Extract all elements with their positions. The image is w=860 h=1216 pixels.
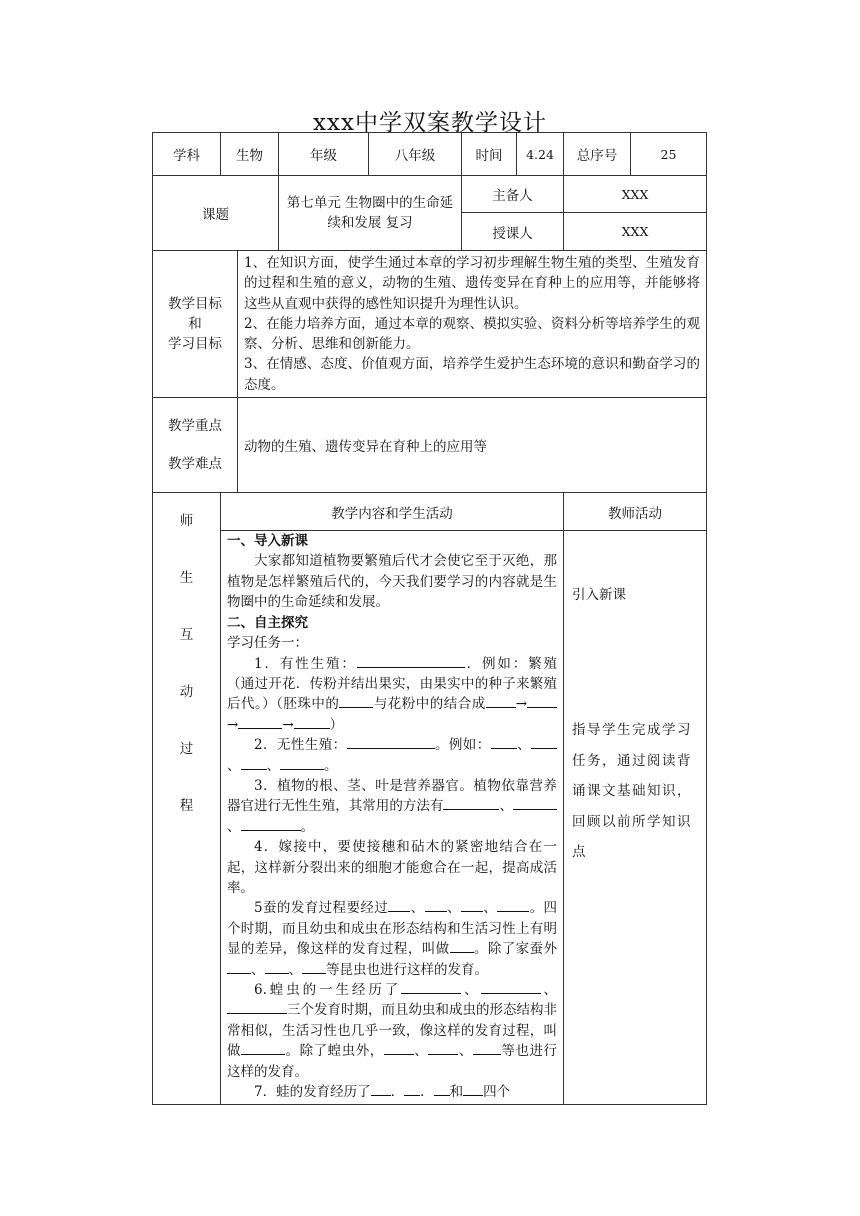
lecturer-label: 授课人 (462, 213, 564, 251)
objectives-label-line-1: 教学目标 (168, 296, 222, 313)
blank-line (280, 756, 324, 770)
time-value: 4.24 (517, 133, 564, 176)
subject-value: 生物 (221, 133, 279, 176)
teacher-activity-2: 指导学生完成学习任务，通过阅读背诵课文基础知识，回顾以前所学知识点 (572, 722, 692, 861)
blank-line (241, 1041, 285, 1055)
document-title: xxx中学双案教学设计 (313, 110, 547, 136)
blank-line (450, 939, 474, 953)
topic-row (153, 176, 707, 213)
vertical-char: 师 (179, 513, 194, 530)
blank-line (404, 1082, 420, 1096)
blank-line (227, 1000, 287, 1014)
grade-label: 年级 (279, 133, 369, 176)
key-point-label: 教学重点 (168, 418, 222, 435)
blank-line (425, 898, 447, 912)
teacher-column-header: 教师活动 (564, 493, 707, 531)
section-heading: 一、导入新课 (227, 533, 308, 550)
blank-line (428, 1041, 458, 1055)
blank-line (384, 1041, 414, 1055)
grade-value: 八年级 (369, 133, 462, 176)
vertical-char: 过 (179, 741, 194, 758)
blank-line (388, 898, 410, 912)
intro-paragraph: 大家都知道植物要繁殖后代才会使它至于灭绝，那植物是怎样繁殖后代的，今天我们要学习的内容就是生物圈中的生命延续和发展。 (227, 553, 557, 611)
info-row (153, 133, 707, 176)
objectives-label-line-2: 和 (188, 316, 202, 333)
teacher-activity-content (564, 531, 707, 1105)
vertical-char: 动 (179, 684, 194, 701)
content-column-header: 教学内容和学生活动 (221, 493, 564, 531)
process-content-row (153, 531, 707, 1105)
lecturer-value: XXX (564, 213, 707, 251)
topic-value: 第七单元 生物圈中的生命延续和发展 复习 (279, 176, 462, 251)
blank-line (481, 980, 541, 994)
vertical-char: 程 (179, 798, 194, 815)
blank-line (473, 1041, 501, 1055)
keypoints-row (153, 398, 707, 493)
difficulty-label: 教学难点 (168, 456, 222, 473)
teacher-activity-1: 引入新课 (572, 587, 626, 604)
question-4: 4．嫁接中，要使接穗和砧木的紧密地结合在一起，这样新分裂出来的细胞才能愈合在一起，提高成活率。 (227, 839, 557, 896)
blank-line (434, 1082, 450, 1096)
blank-line (294, 715, 330, 729)
blank-line (302, 960, 326, 974)
blank-line (531, 735, 557, 749)
lesson-plan-table (152, 132, 707, 1105)
question-6: 6.蝗虫的一生经历了 、 、三个发育时期，而且幼虫和成虫的形态结构非常相似，生活习性也几乎一致，像这样的发育过程，叫做 。除了蝗虫外， 、 、 等也进行这样的发育。 (227, 982, 558, 1080)
blank-line (339, 694, 373, 708)
blank-line (527, 694, 557, 708)
blank-line (497, 898, 529, 912)
blank-line (486, 694, 516, 708)
keypoints-label (153, 398, 238, 493)
serial-label: 总序号 (564, 133, 631, 176)
main-preparer-value: XXX (564, 176, 707, 213)
main-preparer-label: 主备人 (462, 176, 564, 213)
vertical-char: 生 (179, 570, 194, 587)
subject-label: 学科 (153, 133, 221, 176)
time-label: 时间 (462, 133, 517, 176)
keypoints-value: 动物的生殖、遗传变异在育种上的应用等 (238, 398, 707, 493)
section-heading: 二、自主探究 (227, 614, 308, 631)
blank-line (491, 735, 517, 749)
process-vertical-label (153, 493, 221, 1105)
blank-line (241, 756, 267, 770)
objectives-content (238, 251, 707, 398)
question-2: 2．无性生殖： 。例如： 、、 、 。 (227, 735, 557, 776)
objectives-row (153, 251, 707, 398)
objective-item: 3、在情感、态度、价值观方面，培养学生爱护生态环境的意识和勤奋学习的态度。 (244, 356, 700, 393)
blank-line (241, 817, 301, 831)
serial-value: 25 (631, 133, 707, 176)
objectives-label (153, 251, 238, 398)
blank-line (265, 960, 289, 974)
question-7: 7．蛙的发育经历了 ． ． 和 四个 (254, 1084, 511, 1101)
process-header-row (153, 493, 707, 531)
question-3: 3．植物的根、茎、叶是营养器官。植物依靠营养器官进行无性生殖，其常用的方法有 、、 。 (227, 777, 557, 835)
blank-line (463, 1082, 483, 1096)
vertical-char: 互 (179, 627, 194, 644)
blank-line (357, 654, 465, 668)
objective-item: 1、在知识方面，使学生通过本章的学习初步理解生物生殖的类型、生殖发育的过程和生殖的意义，动物的生殖、遗传变异在育种上的应用等，并能够将这些从直观中获得的感性知识提升为理性认识。 (244, 255, 700, 312)
blank-line (227, 960, 251, 974)
task-label: 学习任务一： (227, 635, 308, 652)
blank-line (513, 796, 557, 810)
blank-line (347, 735, 435, 749)
topic-label: 课题 (153, 176, 279, 251)
blank-line (238, 715, 282, 729)
student-activity-content (221, 531, 564, 1105)
blank-line (401, 980, 461, 994)
blank-line (371, 1082, 391, 1096)
blank-line (461, 898, 483, 912)
question-5: 5蚕的发育过程要经过 、 、 、 。四个时期，而且幼虫和成虫在形态结构和生活习性上有明显的差异，像这样的发育过程，叫做 。除了家蚕外、 、 等昆虫也进行这样的发育。 (227, 900, 558, 978)
objectives-label-line-3: 学习目标 (168, 336, 222, 353)
objective-item: 2、在能力培养方面，通过本章的观察、模拟实验、资料分析等培养学生的观察、分析、思维和创新能力。 (244, 315, 700, 353)
blank-line (443, 796, 499, 810)
question-1: 1．有性生殖： ．例如：繁殖（通过开花．传粉并结出果实，由果实中的种子来繁殖后代。）（胚珠中的 与花粉中的结合成 →→ → ） (227, 655, 557, 733)
